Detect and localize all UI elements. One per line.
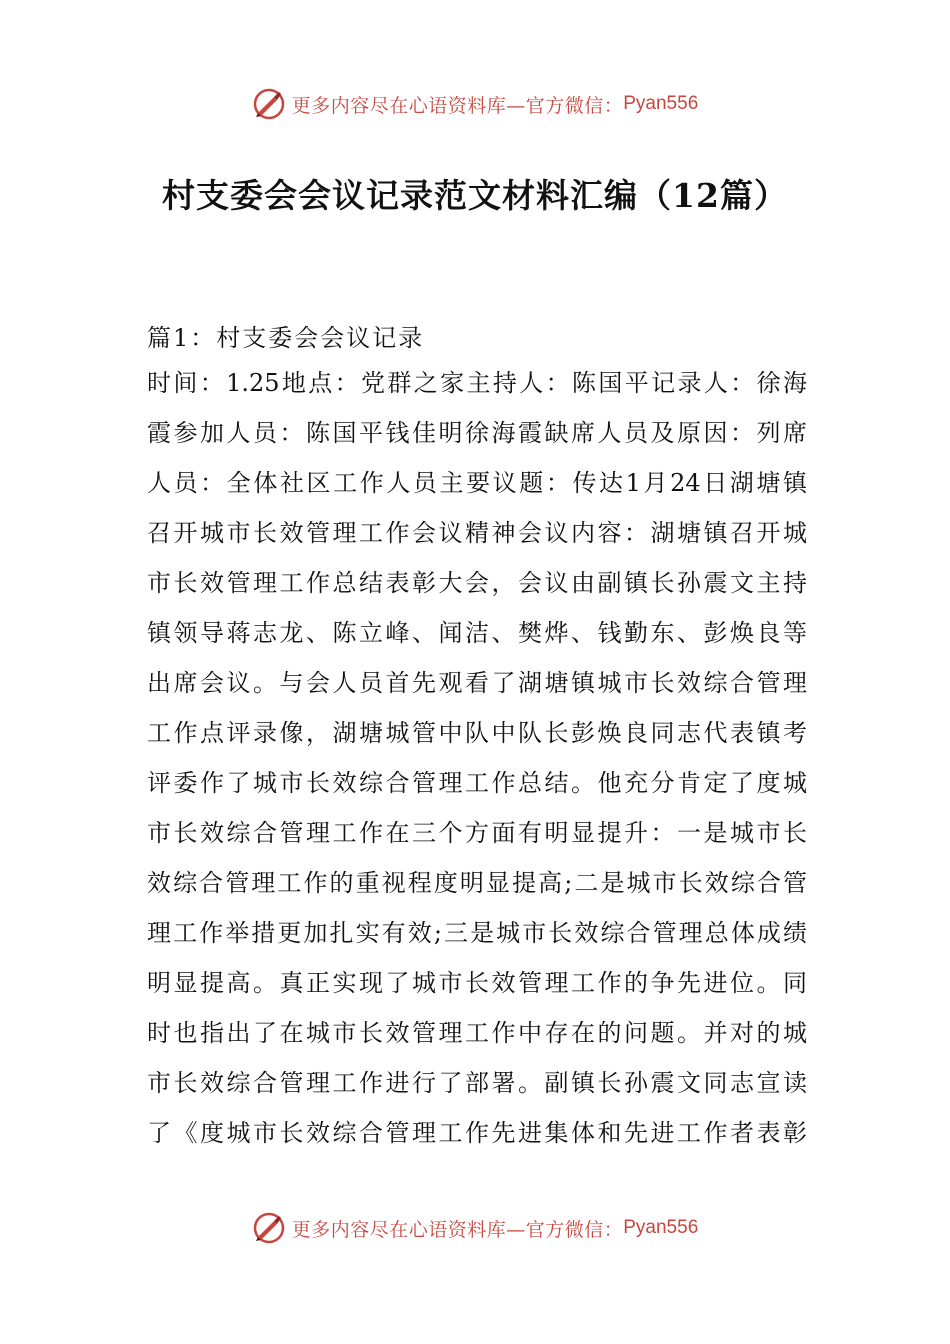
pen-logo-icon <box>252 1211 286 1245</box>
body-line: 明显提高。真正实现了城市长效管理工作的争先进位。同 <box>147 969 807 997</box>
body-line: 市长效管理工作总结表彰大会，会议由副镇长孙震文主持 <box>147 569 807 597</box>
header-watermark-banner <box>0 84 950 124</box>
body-line: 理工作举措更加扎实有效;三是城市长效综合管理总体成绩 <box>147 919 807 947</box>
document-title: 村支委会会议记录范文材料汇编（12篇） <box>162 176 788 215</box>
body-line: 召开城市长效管理工作会议精神会议内容：湖塘镇召开城 <box>147 519 807 547</box>
banner-text: 更多内容尽在心语资料库—官方微信： <box>291 1218 624 1241</box>
body-line: 镇领导蒋志龙、陈立峰、闻洁、樊烨、钱勤东、彭焕良等 <box>147 619 807 647</box>
body-line: 效综合管理工作的重视程度明显提高;二是城市长效综合管 <box>147 869 807 897</box>
pen-logo-icon <box>252 87 286 121</box>
wechat-account: Pyan556 <box>623 93 699 114</box>
banner-text: 更多内容尽在心语资料库—官方微信： <box>291 94 624 117</box>
body-line: 市长效综合管理工作在三个方面有明显提升：一是城市长 <box>147 819 807 847</box>
body-line: 人员：全体社区工作人员主要议题：传达1月24日湖塘镇 <box>147 469 807 497</box>
body-line: 评委作了城市长效综合管理工作总结。他充分肯定了度城 <box>147 769 807 797</box>
section-heading: 篇1：村支委会会议记录 <box>147 324 425 352</box>
footer-watermark-banner <box>0 1208 950 1248</box>
body-line: 了《度城市长效综合管理工作先进集体和先进工作者表彰 <box>147 1119 807 1147</box>
body-line: 时也指出了在城市长效管理工作中存在的问题。并对的城 <box>147 1019 807 1047</box>
body-line: 霞参加人员：陈国平钱佳明徐海霞缺席人员及原因：列席 <box>147 419 807 447</box>
body-line: 出席会议。与会人员首先观看了湖塘镇城市长效综合管理 <box>147 669 807 697</box>
body-paragraph <box>147 358 807 1158</box>
body-line: 时间：1.25地点：党群之家主持人：陈国平记录人：徐海 <box>147 369 807 397</box>
wechat-account: Pyan556 <box>623 1217 699 1238</box>
body-line: 工作点评录像，湖塘城管中队中队长彭焕良同志代表镇考 <box>147 719 807 747</box>
body-line: 市长效综合管理工作进行了部署。副镇长孙震文同志宣读 <box>147 1069 807 1097</box>
